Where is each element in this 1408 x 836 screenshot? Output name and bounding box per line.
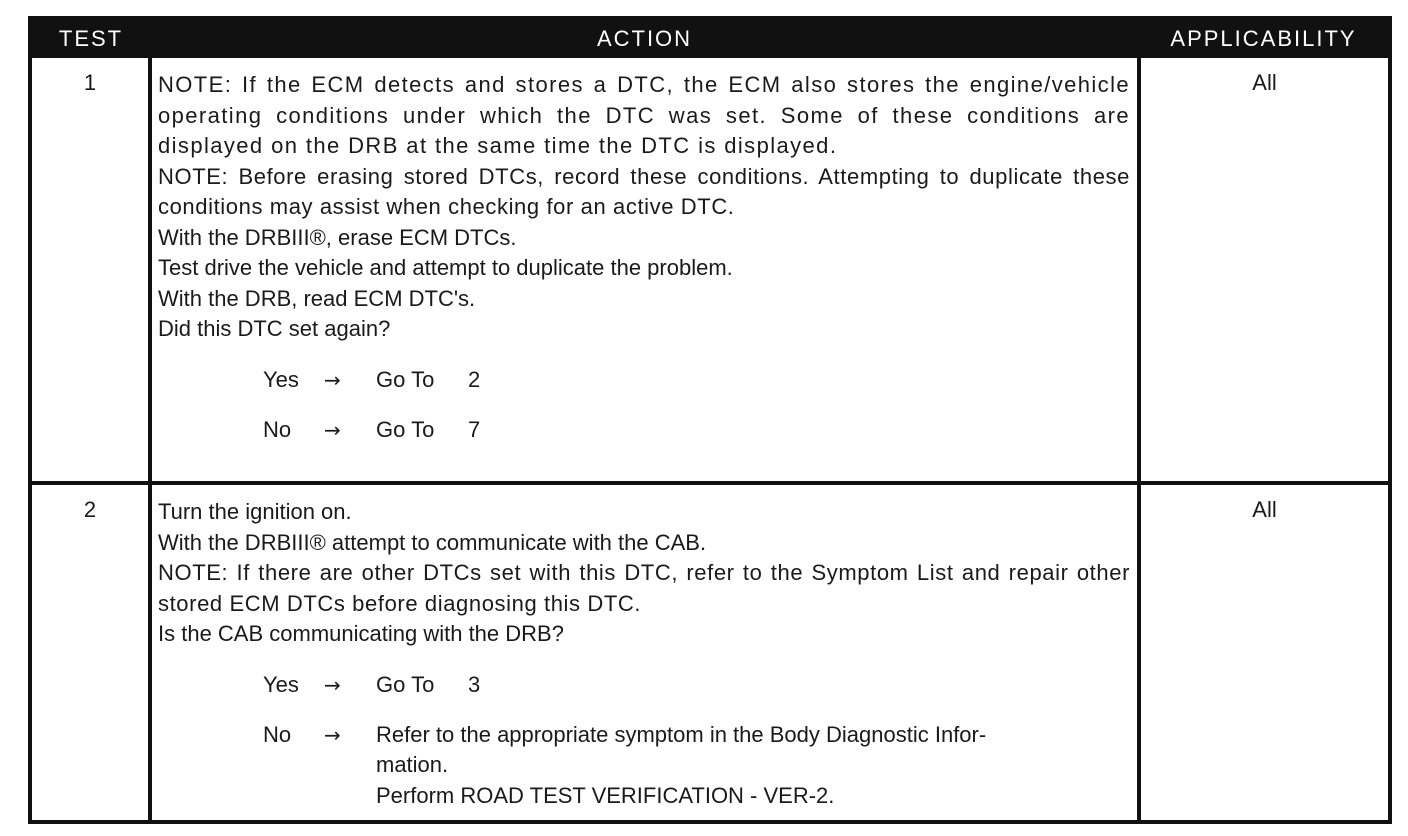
action-note: NOTE: Before erasing stored DTCs, record these conditions. Attempting to duplicate these conditions may assist when checking for an active DTC. — [158, 163, 1130, 219]
action-question: Did this DTC set again? — [158, 316, 391, 341]
arrow-right-icon: → — [324, 722, 341, 747]
action-cell-2 — [158, 497, 1130, 812]
branch-instruction-line: Perform ROAD TEST VERIFICATION - VER-2. — [376, 782, 835, 808]
branch-no — [158, 415, 1130, 445]
column-divider — [148, 58, 152, 820]
action-step: With the DRBIII®, erase ECM DTCs. — [158, 224, 517, 250]
branch-yes — [158, 365, 1130, 395]
action-step: Test drive the vehicle and attempt to duplicate the problem. — [158, 255, 733, 280]
branch-goto: Go To — [376, 671, 435, 697]
arrow-right-icon: → — [324, 417, 341, 442]
header-action: ACTION — [596, 26, 693, 51]
action-note: NOTE: If there are other DTCs set with this DTC, refer to the Symptom List and repair other stored ECM DTCs before diagnosing this DTC. — [158, 560, 1130, 616]
branch-target: 3 — [468, 671, 481, 697]
branch-answer: Yes — [263, 671, 299, 697]
column-divider — [1137, 58, 1141, 820]
action-step: With the DRBIII® attempt to communicate with the CAB. — [158, 529, 707, 555]
action-note: NOTE: If the ECM detects and stores a DTC, the ECM also stores the engine/vehicle operating conditions under which the DTC was set. Some of these conditions are displayed on the DRB at the same time the DTC is displayed. — [158, 72, 1130, 158]
branch-target: 7 — [468, 416, 481, 442]
action-step: Turn the ignition on. — [158, 499, 352, 524]
branch-answer: No — [263, 721, 292, 747]
branch-goto: Go To — [376, 366, 435, 392]
arrow-right-icon: → — [324, 672, 341, 697]
table-header — [32, 20, 1388, 58]
branch-target: 2 — [468, 366, 481, 392]
test-number-2: 2 — [83, 497, 97, 522]
branch-instruction-line: Refer to the appropriate symptom in the Body Diagnostic Infor- — [376, 721, 987, 747]
branch-answer: Yes — [263, 366, 299, 392]
branch-goto: Go To — [376, 416, 435, 442]
header-applicability: APPLICABILITY — [1170, 26, 1357, 51]
diagnostic-test-table — [28, 16, 1392, 824]
applicability-2: All — [1252, 497, 1277, 522]
test-number-1: 1 — [83, 70, 97, 95]
arrow-right-icon: → — [324, 367, 341, 392]
row-divider — [32, 481, 1388, 485]
branch-no — [158, 720, 1130, 812]
header-test: TEST — [58, 26, 124, 51]
branch-instructions — [376, 720, 1128, 812]
applicability-1: All — [1252, 70, 1277, 95]
action-cell-1 — [158, 70, 1130, 445]
action-question: Is the CAB communicating with the DRB? — [158, 621, 564, 646]
action-step: With the DRB, read ECM DTC's. — [158, 285, 476, 311]
branch-instruction-line: mation. — [376, 752, 449, 777]
branch-yes — [158, 670, 1130, 700]
branch-answer: No — [263, 416, 292, 442]
